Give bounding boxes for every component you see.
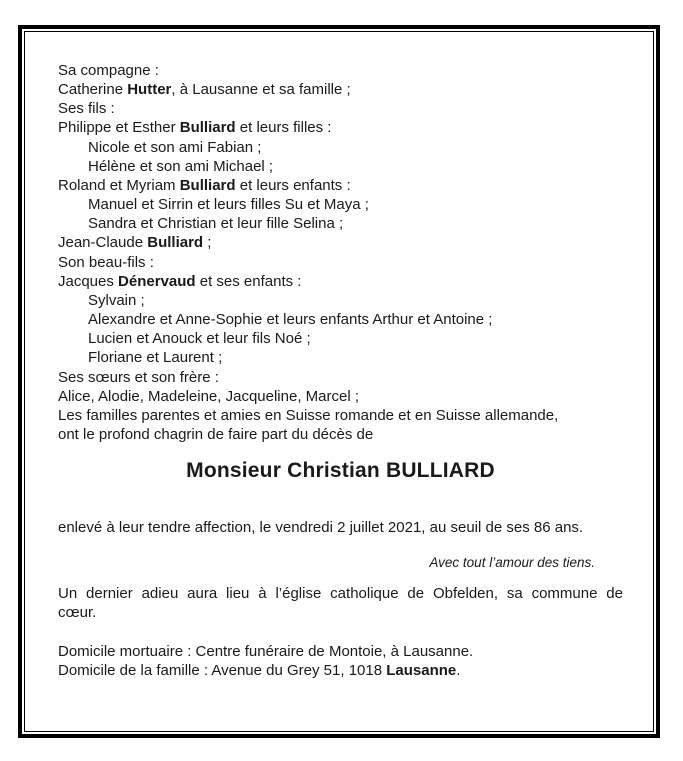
text-segment: Alexandre et Anne-Sophie et leurs enfants Arthur et Antoine ;	[88, 311, 493, 329]
text-line	[58, 642, 623, 661]
text-segment: Ses sœurs et son frère :	[58, 368, 219, 386]
family-name-bold: Bulliard	[179, 176, 236, 194]
text-segment: Roland et Myriam	[58, 176, 180, 194]
family-name-bold: Hutter	[127, 81, 172, 99]
text-segment: Ses fils :	[58, 100, 115, 118]
text-segment: Jean-Claude	[58, 234, 148, 252]
text-segment: Domicile de la famille : Avenue du Grey 51, 1018	[58, 661, 387, 679]
text-line	[58, 176, 623, 195]
text-line	[58, 406, 623, 425]
notice-frame	[18, 25, 660, 738]
text-line	[58, 329, 623, 348]
text-segment: et ses enfants :	[195, 272, 302, 290]
text-line	[58, 118, 623, 137]
text-segment: Philippe et Esther	[58, 119, 180, 137]
family-name-bold: Bulliard	[179, 119, 236, 137]
death-notice-content	[25, 32, 653, 731]
text-segment: Hélène et son ami Michael ;	[88, 157, 274, 175]
text-line	[58, 157, 623, 176]
death-announcement: enlevé à leur tendre affection, le vendredi 2 juillet 2021, au seuil de ses 86 ans.	[58, 519, 584, 537]
text-segment: Alice, Alodie, Madeleine, Jacqueline, Marcel ;	[58, 387, 359, 405]
text-segment: et leurs filles :	[235, 119, 332, 137]
text-line	[58, 425, 623, 444]
text-line	[58, 138, 623, 157]
text-line	[58, 661, 623, 680]
text-line	[58, 272, 623, 291]
text-line	[58, 310, 623, 329]
text-segment: cœur.	[58, 604, 97, 622]
text-line	[58, 584, 623, 603]
text-segment: Manuel et Sirrin et leurs filles Su et Maya ;	[88, 196, 369, 214]
text-line	[58, 603, 623, 622]
family-name-bold: Dénervaud	[118, 272, 196, 290]
text-segment: , à Lausanne et sa famille ;	[171, 81, 351, 99]
notice-frame-inner-border	[24, 31, 654, 732]
text-segment: Jacques	[58, 272, 119, 290]
text-segment: .	[456, 661, 461, 679]
text-segment: Un dernier adieu aura lieu à l’église catholique de Obfelden, sa commune de	[58, 585, 623, 603]
text-segment: Nicole et son ami Fabian ;	[88, 138, 262, 156]
text-segment: Sylvain ;	[88, 291, 145, 309]
text-line	[58, 61, 623, 80]
text-segment: ont le profond chagrin de faire part du décès de	[58, 425, 374, 443]
text-line	[58, 368, 623, 387]
text-line	[58, 387, 623, 406]
text-segment: Les familles parentes et amies en Suisse romande et en Suisse allemande,	[58, 406, 559, 424]
text-segment: Domicile mortuaire : Centre funéraire de Montoie, à Lausanne.	[58, 642, 474, 660]
text-line	[58, 348, 623, 367]
text-line	[58, 291, 623, 310]
text-segment: Son beau-fils :	[58, 253, 154, 271]
text-segment: Sandra et Christian et leur fille Selina ;	[88, 215, 344, 233]
text-segment: et leurs enfants :	[235, 176, 351, 194]
deceased-name: Monsieur Christian BULLIARD	[186, 459, 495, 483]
family-name-bold: Bulliard	[147, 234, 204, 252]
text-line	[58, 99, 623, 118]
text-line	[58, 195, 623, 214]
family-list	[58, 61, 623, 444]
text-segment: Floriane et Laurent ;	[88, 349, 223, 367]
text-line	[58, 233, 623, 252]
text-segment: ;	[203, 234, 212, 252]
dedication-line: Avec tout l’amour des tiens.	[429, 555, 595, 571]
text-segment: Sa compagne :	[58, 62, 159, 79]
farewell-paragraph	[58, 584, 623, 622]
domicile-section	[58, 642, 623, 680]
family-name-bold: Lausanne	[386, 661, 457, 679]
text-line	[58, 253, 623, 272]
text-segment: Lucien et Anouck et leur fils Noé ;	[88, 330, 311, 348]
text-line	[58, 214, 623, 233]
text-line	[58, 80, 623, 99]
text-segment: Catherine	[58, 81, 128, 99]
